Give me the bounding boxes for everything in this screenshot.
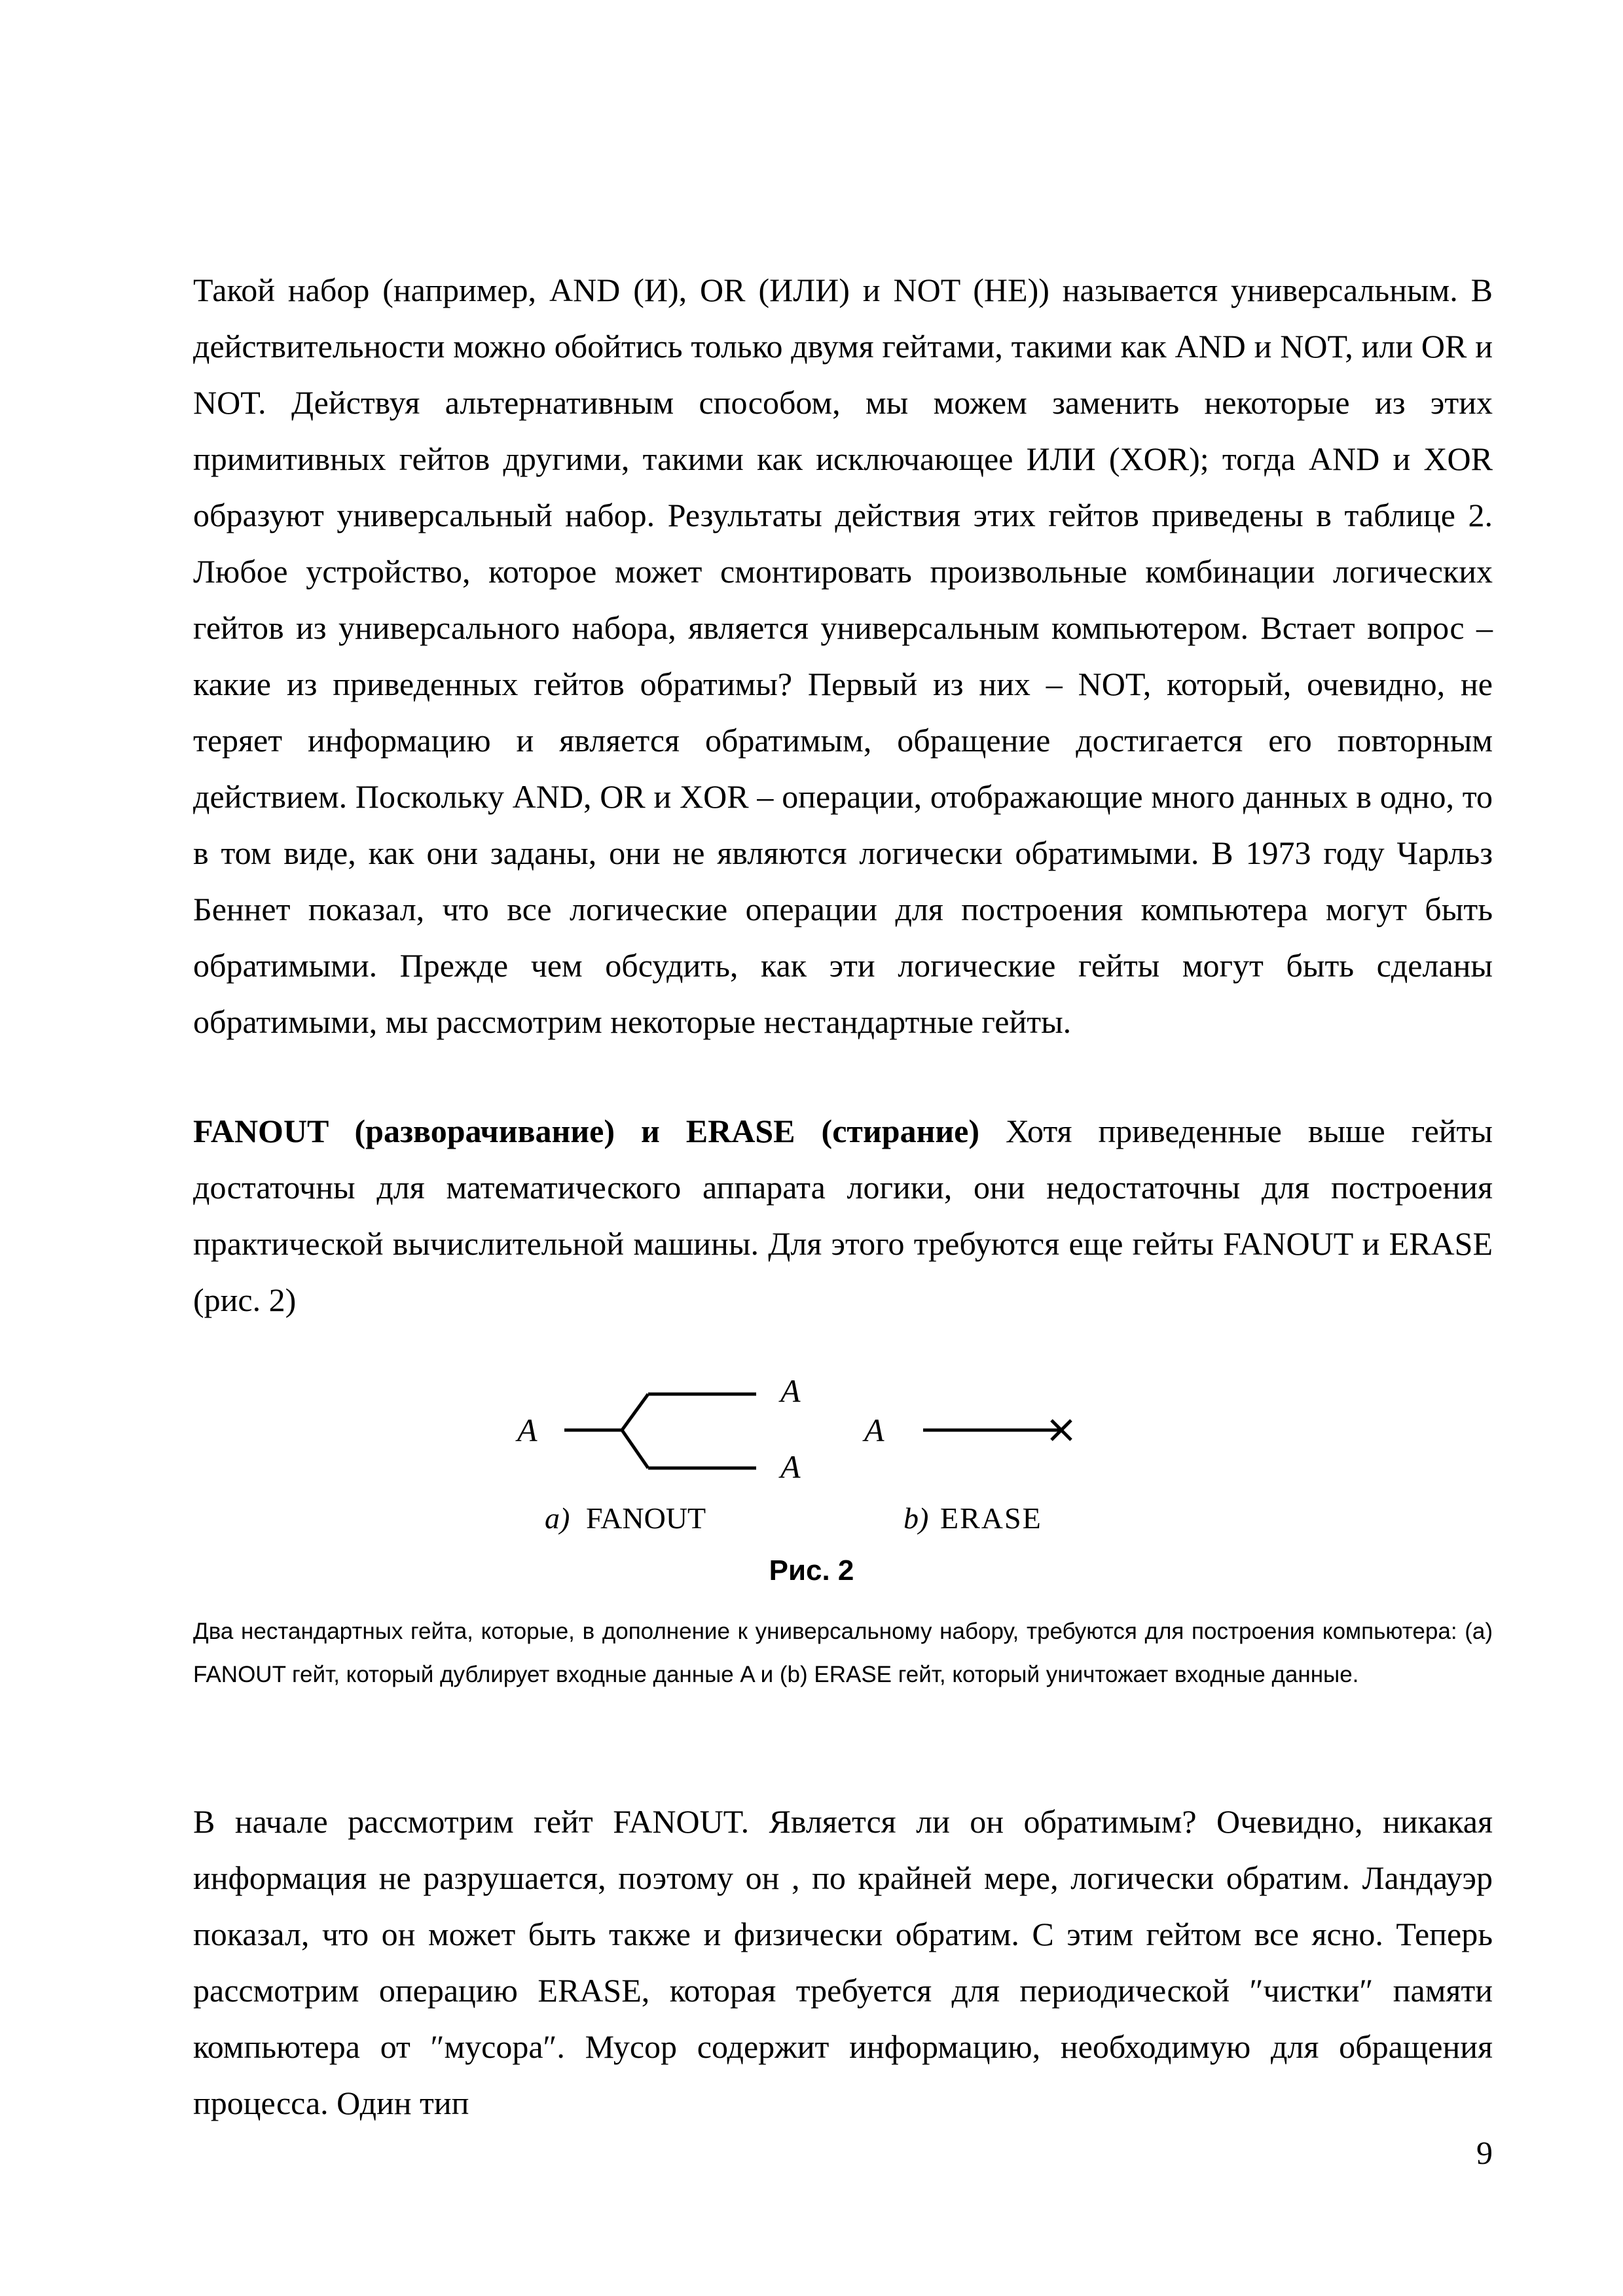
paragraph-fanout-erase bbox=[193, 1103, 1493, 1328]
page-number: 9 bbox=[1476, 2134, 1493, 2171]
paragraph-fanout-reversibility: В начале рассмотрим гейт FANOUT. Является ли он обратимым? Очевидно, никакая информация не разрушается, поэтому он , по крайней мере, логически обратим. Ландауэр показал, что он может быть также и физически обратим. С этим гейтом все ясно. Теперь рассмотрим операцию ERASE, которая требуется для периодической ″чистки″ памяти компьютера от ″мусора″. Мусор содержит информацию, необходимую для обращения процесса. Один тип bbox=[193, 1803, 1493, 2121]
erase-gate-diagram bbox=[923, 1420, 1071, 1440]
erase-caption-name: ERASE bbox=[940, 1501, 1042, 1535]
figure-caption: Два нестандартных гейта, которые, в дополнение к универсальному набору, требуются для построения компьютера: (а) FANOUT гейт, который дублирует входные данные A и (b) ERASE гейт, который уничтожает входные данные. bbox=[193, 1619, 1493, 1687]
figure-title: Рис. 2 bbox=[769, 1554, 854, 1587]
erase-caption-letter: b) bbox=[903, 1501, 929, 1535]
section-heading-fanout-erase: FANOUT (разворачивание) и ERASE (стирание) bbox=[193, 1113, 980, 1149]
erase-input-label: A bbox=[864, 1412, 884, 1448]
paragraph-fanout-erase-text: Хотя приведенные выше гейты достаточны для математического аппарата логики, они недостаточны для построения практической вычислительной машины. Для этого требуются еще гейты FANOUT и ERASE (рис. 2) bbox=[193, 1113, 1493, 1318]
fanout-split-lines bbox=[622, 1394, 648, 1468]
figure-gates-diagram bbox=[498, 1342, 1087, 1538]
fanout-input-label: A bbox=[517, 1412, 538, 1448]
fanout-output-top-label: A bbox=[780, 1372, 801, 1409]
fanout-caption-name: FANOUT bbox=[586, 1501, 706, 1535]
paragraph-universal-set: Такой набор (например, AND (И), OR (ИЛИ) и NOT (НЕ)) называется универсальным. В действительности можно обойтись только двумя гейтами, такими как AND и NOT, или OR и NOT. Действуя альтернативным способом, мы можем заменить некоторые из этих примитивных гейтов другими, такими как исключающее ИЛИ (XOR); тогда AND и XOR образуют универсальный набор. Результаты действия этих гейтов приведены в таблице 2. Любое устройство, которое может смонтировать произвольные комбинации логических гейтов из универсального набора, является универсальным компьютером. Встает вопрос – какие из приведенных гейтов обратимы? Первый из них – NOT, который, очевидно, не теряет информацию и является обратимым, обращение достигается его повторным действием. Поскольку AND, OR и XOR – операции, отображающие много данных в одно, то в том виде, как они заданы, они не являются логически обратимыми. В 1973 году Чарльз Беннет показал, что все логические операции для построения компьютера могут быть обратимыми. Прежде чем обсудить, как эти логические гейты могут быть сделаны обратимыми, мы рассмотрим некоторые нестандартные гейты. bbox=[193, 272, 1493, 1040]
fanout-output-bottom-label: A bbox=[780, 1448, 801, 1485]
fanout-gate-diagram bbox=[564, 1394, 756, 1468]
fanout-caption-letter: a) bbox=[545, 1501, 570, 1535]
